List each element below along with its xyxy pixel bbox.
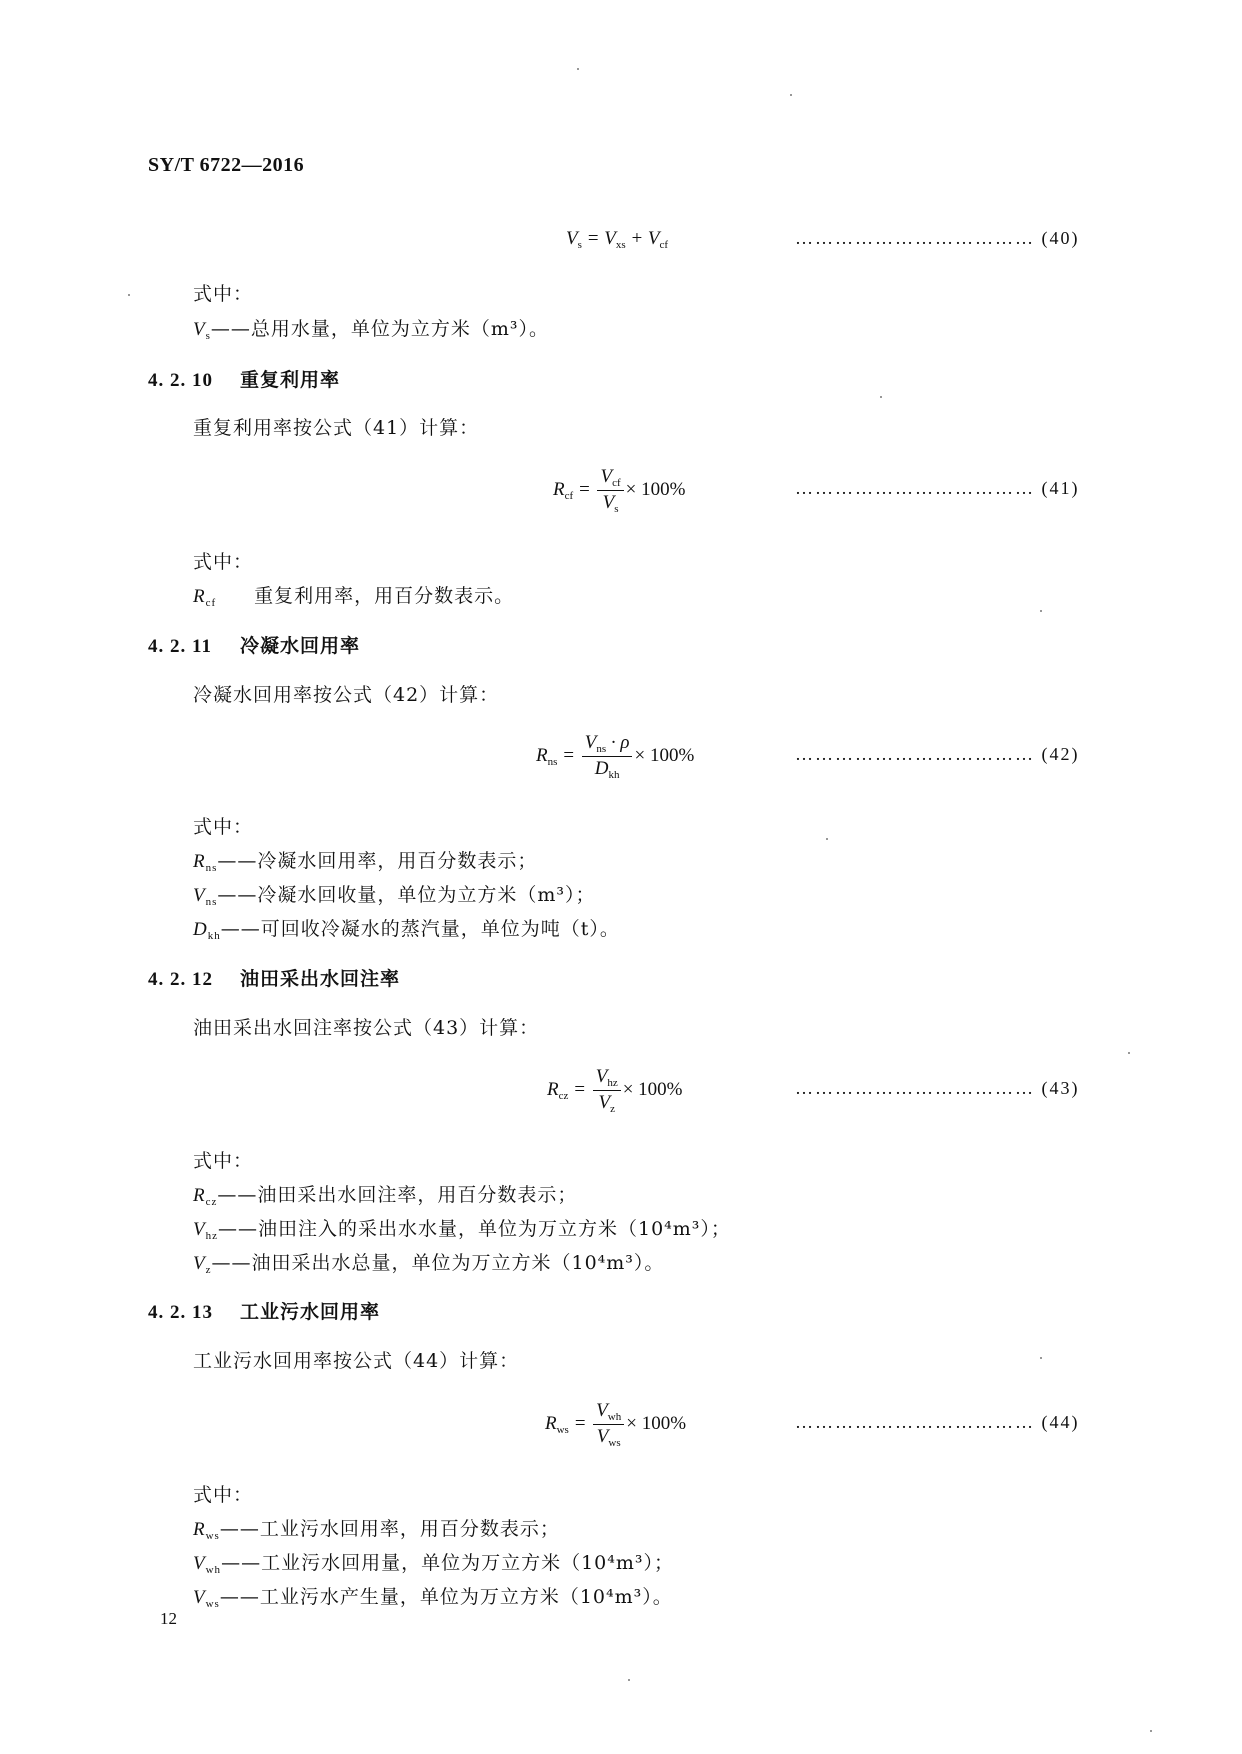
scan-speck (628, 1679, 630, 1681)
section-intro-4-2-10: 重复利用率按公式（41）计算： (193, 417, 480, 439)
scan-speck (577, 68, 579, 70)
equation-number-44: ……………………………… (44) (795, 1412, 1080, 1432)
formula-43: $R_{cz}$ = $\frac{V_{hz}}{V_z}$ × 100% (547, 1066, 683, 1115)
section-intro-4-2-12: 油田采出水回注率按公式（43）计算： (193, 1017, 540, 1039)
where-label: 式中： (193, 283, 254, 305)
definition-dkh: $D_{kh}——$可回收冷凝水的蒸汽量，单位为吨（t）。 (193, 918, 620, 942)
where-label: 式中： (193, 1150, 254, 1172)
definition-rcf: $R_{cf}$ 重复利用率，用百分数表示。 (193, 585, 515, 609)
section-heading-4-2-12: 4. 2. 12 油田采出水回注率 (148, 968, 401, 990)
section-heading-4-2-11: 4. 2. 11 冷凝水回用率 (148, 635, 361, 657)
definition-rcz: $R_{cz}——$油田采出水回注率，用百分数表示； (193, 1184, 578, 1208)
definition-vns: $V_{ns}——$冷凝水回收量，单位为立方米（m³）； (193, 884, 596, 908)
formula-41: $R_{cf}$ = $\frac{V_{cf}}{V_s}$ × 100% (553, 466, 686, 515)
scan-speck (880, 396, 882, 398)
formula-44: $R_{ws}$ = $\frac{V_{wh}}{V_{ws}}$ × 100% (545, 1400, 687, 1449)
equation-number-42: ……………………………… (42) (795, 744, 1080, 764)
equation-number-41: ……………………………… (41) (795, 478, 1080, 498)
formula-40: $V_s = V_{xs} + V_{cf}$ (566, 228, 669, 251)
section-heading-4-2-13: 4. 2. 13 工业污水回用率 (148, 1301, 381, 1323)
definition-rws: $R_{ws}——$工业污水回用率，用百分数表示； (193, 1518, 560, 1542)
where-label: 式中： (193, 551, 254, 573)
definition-vws: $V_{ws}——$工业污水产生量，单位为万立方米（10⁴m³）。 (193, 1586, 673, 1610)
definition-vhz: $V_{hz}——$油田注入的采出水水量，单位为万立方米（10⁴m³）； (193, 1218, 731, 1242)
where-label: 式中： (193, 816, 254, 838)
page-number: 12 (160, 1609, 177, 1628)
where-label: 式中： (193, 1484, 254, 1506)
definition-vwh: $V_{wh}——$工业污水回用量，单位为万立方米（10⁴m³）； (193, 1552, 674, 1576)
section-intro-4-2-13: 工业污水回用率按公式（44）计算： (193, 1350, 520, 1372)
section-intro-4-2-11: 冷凝水回用率按公式（42）计算： (193, 684, 500, 706)
equation-number-40: ……………………………… (40) (795, 228, 1080, 248)
definition-vz: $V_z——$油田采出水总量，单位为万立方米（10⁴m³）。 (193, 1252, 665, 1276)
formula-42: $R_{ns}$ = $\frac{V_{ns} \cdot \rho}{D_{kh}}$ × 100% (536, 732, 695, 781)
scan-speck (128, 294, 130, 296)
section-heading-4-2-10: 4. 2. 10 重复利用率 (148, 369, 341, 391)
scan-speck (1128, 1052, 1130, 1054)
scan-speck (1150, 1730, 1152, 1732)
standard-code: SY/T 6722—2016 (148, 154, 305, 176)
definition-rns: $R_{ns}——$冷凝水回用率，用百分数表示； (193, 850, 538, 874)
scan-speck (826, 838, 828, 840)
equation-number-43: ……………………………… (43) (795, 1078, 1080, 1098)
scan-speck (790, 94, 792, 96)
scan-speck (1040, 1357, 1042, 1359)
scan-speck (1040, 610, 1042, 612)
definition-vs: $V_s——$总用水量，单位为立方米（m³）。 (193, 318, 550, 342)
